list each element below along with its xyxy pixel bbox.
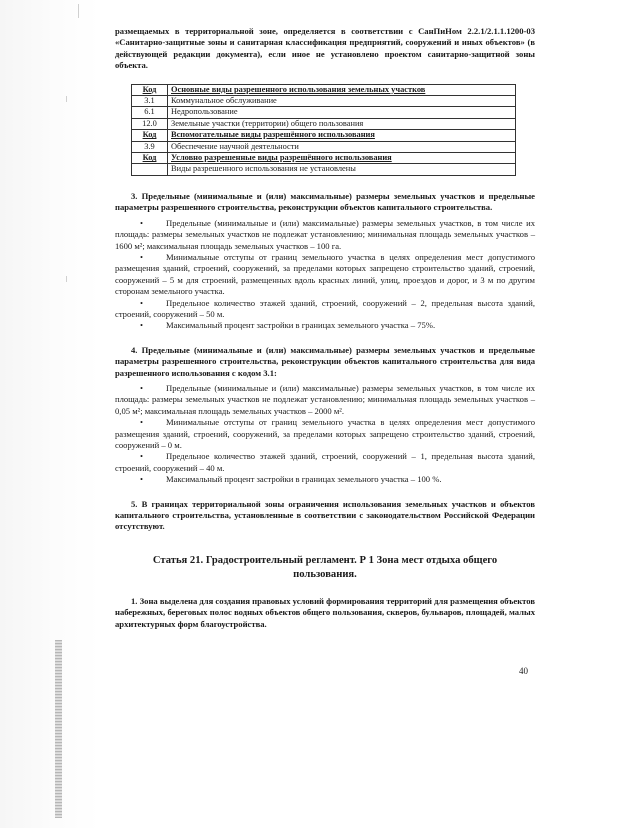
table-row <box>132 164 516 175</box>
document-body <box>115 26 535 634</box>
list-item-text: Предельное количество этажей зданий, строений, сооружений – 2, предельная высота зданий, строений, сооружений – 50 м. <box>115 297 535 319</box>
bullet-icon: • <box>140 382 144 393</box>
table-code-cell: 12.0 <box>132 118 168 129</box>
list-item-text: Минимальные отступы от границ земельного участка в целях определения мест допустимого размещения зданий, строений, сооружений, за пределами которых запрещено строительство зданий, строений, сооружений – 0 м. <box>115 417 535 450</box>
table-code-cell: 3.9 <box>132 141 168 152</box>
list-item-text: Предельное количество этажей зданий, строений, сооружений – 1, предельная высота зданий, строений, сооружений – 40 м. <box>115 451 535 473</box>
land-use-table <box>131 84 516 176</box>
section-4-heading: 4. Предельные (минимальные и (или) максимальные) размеры земельных участков и предельные параметры разрешенного строительства, реконструкции объектов капитального строительства для вида разрешенного использования с кодом 3.1: <box>115 344 535 378</box>
table-header-row <box>132 130 516 141</box>
bullet-icon: • <box>140 417 144 428</box>
scan-mark <box>66 96 67 102</box>
table-text-cell: Вспомогательные виды разрешённого использования <box>168 130 516 141</box>
table-code-cell: Код <box>132 130 168 141</box>
table-code-cell: Код <box>132 153 168 164</box>
table-text-cell: Недропользование <box>168 107 516 118</box>
table-text-cell: Виды разрешенного использования не установлены <box>168 164 516 175</box>
intro-paragraph: размещаемых в территориальной зоне, определяется в соответствии с СанПиНом 2.2.1/2.1.1.1200-03 «Санитарно-защитные зоны и санитарная классификация предприятий, сооружений и иных объектов» (в действующей редакции документа), если иное не установлено проектом санитарно-защитной зоны объекта. <box>115 26 535 71</box>
table-header-row <box>132 153 516 164</box>
bullet-icon: • <box>140 217 144 228</box>
table-code-cell: 6.1 <box>132 107 168 118</box>
article-paragraph-1: 1. Зона выделена для создания правовых условий формирования территорий для размещения объектов набережных, береговых полос водных объектов общего пользования, скверов, бульваров, площадей, малых архитектурных форм благоустройства. <box>115 595 535 629</box>
list-item <box>115 383 535 417</box>
scan-strip <box>55 640 62 818</box>
table-row <box>132 141 516 152</box>
table-code-cell: Код <box>132 84 168 95</box>
table-code-cell: 3.1 <box>132 96 168 107</box>
table-text-cell: Основные виды разрешенного использования земельных участков <box>168 84 516 95</box>
scan-mark <box>66 276 67 282</box>
list-item <box>115 298 535 321</box>
table-header-row <box>132 84 516 95</box>
list-item-text: Предельные (минимальные и (или) максимальные) размеры земельных участков, в том числе их площадь: размеры земельных участков не подлежат установлению; минимальная площадь земельных участков – 1600 м²; максимальная площадь земельных участков – 100 га. <box>115 217 535 251</box>
table-text-cell: Земельные участки (территории) общего пользования <box>168 118 516 129</box>
bullet-icon: • <box>140 451 144 462</box>
list-item-text: Максимальный процент застройки в границах земельного участка – 100 %. <box>166 474 442 485</box>
scan-margin <box>0 0 100 828</box>
table-row <box>132 96 516 107</box>
article-title: Статья 21. Градостроительный регламент. Р 1 Зона мест отдыха общего пользования. <box>152 554 498 580</box>
list-item <box>115 320 535 331</box>
section-5-paragraph: 5. В границах территориальной зоны ограничения использования земельных участков и объектов капитального строительства, установленные в соответствии с законодательством Российской Федерации отсутствуют. <box>115 498 535 532</box>
list-item <box>115 451 535 474</box>
bullet-icon: • <box>140 297 144 308</box>
table-code-cell <box>132 164 168 175</box>
table-row <box>132 118 516 129</box>
list-item-text: Предельные (минимальные и (или) максимальные) размеры земельных участков, в том числе их площадь: размеры земельных участков не подлежат установлению; минимальная площадь земельных участков – 0,05 м²; максимальная площадь земельных участков – 2000 м². <box>115 382 535 416</box>
bullet-icon: • <box>140 474 144 485</box>
table-text-cell: Обеспечение научной деятельности <box>168 141 516 152</box>
scan-mark <box>78 4 79 18</box>
list-item <box>115 417 535 451</box>
list-item-text: Минимальные отступы от границ земельного участка в целях определения мест допустимого размещения зданий, строений, сооружений, за пределами которых запрещено строительство зданий, строений, сооружений – 5 м для строений, размещенных вдоль красных линий, улиц, проездов и дорог, и 3 м по другим сторонам земельного участка. <box>115 251 535 297</box>
bullet-icon: • <box>140 320 144 331</box>
list-item <box>115 474 535 485</box>
table-text-cell: Коммунальное обслуживание <box>168 96 516 107</box>
section-4-list <box>115 383 535 486</box>
table-row <box>132 107 516 118</box>
page-number: 40 <box>519 666 528 676</box>
section-3-heading: 3. Предельные (минимальные и (или) максимальные) размеры земельных участков и предельные параметры разрешенного строительства, реконструкции объектов капитального строительства. <box>115 190 535 213</box>
section-3-list <box>115 218 535 332</box>
list-item <box>115 218 535 252</box>
list-item-text: Максимальный процент застройки в границах земельного участка – 75%. <box>166 320 436 331</box>
list-item <box>115 252 535 298</box>
table-text-cell: Условно разрешенные виды разрешённого использования <box>168 153 516 164</box>
bullet-icon: • <box>140 251 144 262</box>
